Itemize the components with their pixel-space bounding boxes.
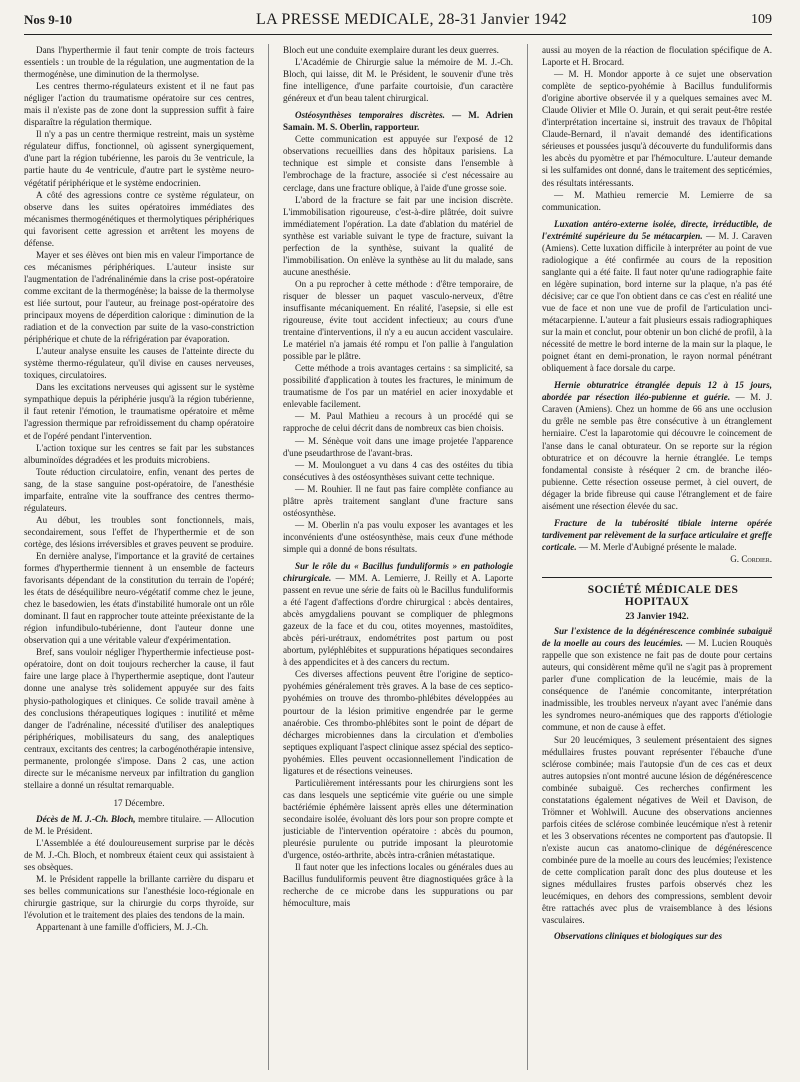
- paragraph: — M. Sénèque voit dans une image projetée l'apparence d'une pseudarthrose de l'avant-bras.: [283, 435, 513, 458]
- column-3: [542, 44, 772, 1070]
- paragraph: Mayer et ses élèves ont bien mis en valeur l'importance de ces mécanismes périphériques. L'auteur insiste sur l'augmentation de l'adrénalinémie dans la crise post-opératoire comme excitant de la thermogénèse; la baisse de la thermolyse est liée surtout, pour l'auteur, au freinage post-opératoire des principaux moyens de déperdition calorique : diminution de la radiation et de la convection par suite de la vaso-constriction périphérique et chute de la réfrigération par évaporation.: [24, 249, 254, 345]
- paragraph: L'action toxique sur les centres se fait par les substances albuminoïdes dégradées et les produits microbiens.: [24, 442, 254, 465]
- section-date: 23 Janvier 1942.: [625, 611, 689, 622]
- issue-number: Nos 9-10: [24, 12, 73, 27]
- paragraph: Dans les excitations nerveuses qui agissent sur le système sympathique depuis la périphérie jusqu'à la région tubérienne, il faut retenir l'émotion, le traumatisme opératoire et même l'agression thermique par refroidissement du champ opératoire et de l'opéré pendant l'intervention.: [24, 382, 254, 441]
- paragraph: Les centres thermo-régulateurs existent et il ne faut pas négliger l'action du traumatisme opératoire sur ces centres, mais il n'existe pas de zone dont la suppression suffit à faire disparaître la régulation thermique.: [24, 81, 254, 128]
- paragraph: Au début, les troubles sont fonctionnels, mais, secondairement, sous l'effet de l'hyperthermie et de son cortège, des lésions irréversibles et graves peuvent se produire.: [24, 514, 254, 549]
- paragraph: On a pu reprocher à cette méthode : d'être temporaire, de risquer de blesser un paquet vasculo-nerveux, d'être insuffisante mécaniquement. En réalité, l'asepsie, si elle est rigoureuse, évite tout accident infectieux; au cours d'une trentaine d'interventions, il n'y a eu aucun accident vasculaire. Le matériel n'a jamais été rompu et l'on pallie à l'angulation possible par le plâtre.: [283, 278, 513, 362]
- paragraph: Toute réduction circulatoire, enfin, venant des pertes de sang, de la stase sanguine post-opératoire, de l'anesthésie imparfaite, entraîne vite la souffrance des centres thermo-régulateurs.: [24, 466, 254, 513]
- paragraph: Dans l'hyperthermie il faut tenir compte de trois facteurs essentiels : un trouble de la régulation, une augmentation de la thermogénèse, une diminution de la thermolyse.: [24, 45, 254, 80]
- column-1: [24, 44, 254, 1070]
- heading-rest: — M. Merle d'Aubigné présente le malade.: [576, 541, 737, 552]
- paragraph: Cette méthode a trois avantages certains : sa simplicité, sa possibilité d'application à toutes les fractures, le minimum de traumatisme de l'os par un matériel en acier inoxydable et enlevable facilement.: [283, 363, 513, 410]
- paragraph: — M. H. Mondor apporte à ce sujet une observation complète de septico-pyohémie à Bacillus funduliformis d'origine abortive observée il y a quelques semaines avec M. Claude Olivier et Mlle O. Jurain, et qui serait peut-être restée d'interprétation incertaine si, instruit des travaux de l'hôpital Claude-Bernard, il n'avait demandé des identifications sérieuses et poussées jusqu'à découverte du funduliformis dans les abcès du pyomètre et par l'hémoculture. L'auteur demande si les sulfamides ont donné, dans le traitement des septicémies, des résultats intéressants.: [542, 69, 772, 188]
- session-date: 17 Décembre.: [113, 797, 165, 808]
- paragraph: L'Assemblée a été douloureusement surprise par le décès de M. J.-Ch. Bloch, et nombreux étaient ceux qui assistaient à ses obsèques.: [24, 838, 254, 873]
- paragraph: L'abord de la fracture se fait par une incision discrète. L'immobilisation rigoureuse, c'est-à-dire plâtrée, doit suivre immédiatement l'opération. La date d'ablation du matériel de synthèse est variable suivant le type de fracture, suivant la perfection de la synthèse, suivant la qualité de l'immobilisation. On enlève la synthèse au lit du malade, sans aucune anesthésie.: [283, 194, 513, 277]
- paragraph: L'Académie de Chirurgie salue la mémoire de M. J.-Ch. Bloch, qui laisse, dit M. le Président, le souvenir d'une très fine intelligence, d'une parfaite courtoisie, d'un caractère généreux et d'un beau talent chirurgical.: [283, 57, 513, 104]
- article-heading: [24, 813, 254, 837]
- paragraph: M. le Président rappelle la brillante carrière du disparu et ses belles communications sur l'anesthésie loco-régionale en chirurgie gastrique, sur la chirurgie du corps thyroïde, sur l'évolution et le traitement des plaies des tendons de la main.: [24, 874, 254, 921]
- paragraph: En dernière analyse, l'importance et la gravité de certaines formes d'hyperthermie tiennent à un ensemble de facteurs favorisants dépendant de la constitution du terrain de l'opéré; les états de déséquilibre neuro-végétatif comme chez le jeune, chez le basedowien, les états d'instabilité humorale ont un rôle dominant. Il faut en rapprocher toute atteinte préexistante de la région infundibulo-tubérienne, dont l'auteur donne une observation qui a une véritable valeur d'expérimentation.: [24, 550, 254, 646]
- page-number: 109: [750, 12, 772, 27]
- heading-text: Sur le rôle du « Bacillus funduliformis » en pathologie chirurgicale.: [283, 560, 513, 584]
- page-header: [24, 6, 772, 35]
- column-divider: [268, 44, 269, 1070]
- article-heading: [542, 930, 772, 942]
- paragraph: Ces diverses affections peuvent être l'origine de septico-pyohémies généralement très graves. A la base de ces septico-pyohémies on trouve des thrombo-phlébites développées au pourtour de la lésion primitive engendrée par le germe anaérobie. Ces thrombo-phlébites sont le point de départ de décharges microbiennes dans la circulation et d'embolies septiques expliquant l'aspect clinique assez spécial des septico-pyohémies. Elles peuvent occasionnellement l'indication de ligatures et de résections veineuses.: [283, 669, 513, 776]
- paragraph: aussi au moyen de la réaction de floculation spécifique de A. Laporte et H. Brocard.: [542, 45, 772, 68]
- article-heading: [283, 560, 513, 668]
- paragraph: Appartenant à une famille d'officiers, M. J.-Ch.: [36, 922, 209, 933]
- article-heading: [283, 109, 513, 133]
- text-columns: [24, 44, 772, 1070]
- paragraph: Cette communication est appuyée sur l'exposé de 12 observations recueillies dans des hôpitaux parisiens. La technique est simple et consiste dans l'ensemble à l'embrochage de la fracture, associée si c'est nécessaire au cerclage, dans une fracture oblique, à l'aide d'une grosse soie.: [283, 134, 513, 193]
- article-heading: [542, 517, 772, 553]
- heading-rest: — M. J. Caraven (Amiens). Cette luxation difficile à interpréter au point de vue radiologique a été confirmée au cours de la reposition sanglante qui a été faite. Il faut noter qu'une radiographie faite en légère supination, bord interne sur la plaque, n'a pas été décisive; car ce que l'on obtient dans ce cas c'est en réalité une vue de face et non une vue de profil de l'articulation unci-métacarpienne. L'auteur a fait plusieurs essais radiographiques sur la main et conclut, pour obtenir un bon cliché de profil, à la nécessité de mettre le bord interne de la main sur la plaque, le poignet étant en demi-pronation, le rayon normal pénétrant obliquement à face dorsale du carpe.: [542, 230, 772, 374]
- article-heading: [542, 379, 772, 512]
- paragraph: Bref, sans vouloir négliger l'hyperthermie infectieuse post-opératoire, dont on doit toujours rechercher la cause, il faut faire une large place à l'hyperthermie aseptique, dont l'auteur donne une analyse très solidement appuyée sur des faits physio-pathologiques et cliniques. Ce solide travail amène à des conclusions thérapeutiques logiques : inutilité et même danger de l'adrénaline, nécessité d'utiliser des analeptiques périphériques, mobilisateurs du sang, des analeptiques centraux, excitants des centres; la carbogénothérapie intensive, permanente, prolongée s'impose. Dans 2 cas, une action directe sur le mécanisme nerveux par infiltration du ganglion stellaire a donné un résultat remarquable.: [24, 647, 254, 790]
- heading-rest: — M. Lucien Rouquès rappelle que son existence ne fait pas de doute pour certains auteurs, qui considèrent même qu'il ne s'agit pas à proprement parler d'une complication de la leucémie, mais de la conséquence de l'anémie concomitante, interprétation inadmissible, les troubles nerveux n'ayant avec l'anémie dans les syndromes neuro-anémiques que des rapports d'étiologie commune, et non de cause à effet.: [542, 638, 772, 733]
- heading-rest: membre titulaire. — Allocution de M. le Président.: [24, 813, 254, 836]
- paragraph: Sur 20 leucémiques, 3 seulement présentaient des signes médullaires frustes pouvant représenter l'ébauche d'une sclérose combinée; mais l'autopsie d'un de ces cas et deux autres autopsies n'ont montré aucune lésion de dégénérescence combinée subaiguë. Ces recherches confirment les constatations également négatives de Weil et Davison, de Trömner et Wohlwill. Aucune des observations anciennes parfois citées de sclérose combinée leucémique n'est à retenir et les 3 observations récentes ne comportent pas d'autopsie. Il n'existe aucun cas anatomo-clinique de dégénérescence combinée pure de la moelle au cours des leucémies; l'existence de cette complication paraît donc des plus douteuse et les signes médullaires frustes parfois observés chez les leucémiques, en dehors des compressions, semblent devoir être rattachés avec plus de vraisemblance à des lésions vasculaires.: [542, 734, 772, 926]
- journal-title: LA PRESSE MEDICALE, 28-31 Janvier 1942: [256, 11, 567, 28]
- paragraph: L'auteur analyse ensuite les causes de l'atteinte directe du système thermo-régulateur, qu'il divise en causes nerveuses, toxiques, circulatoires.: [24, 346, 254, 381]
- heading-rest: — M. J. Caraven (Amiens). Chez un homme de 66 ans une occlusion du grêle ne semble pas être consécutive à un étranglement herniaire. C'est la laparotomie qui découvre le coincement de l'anse dans le canal obturateur. On se reporte sur la région obturatrice et on découvre la hernie étranglée. Le temps fondamental consiste à réséquer 2 cm. de branche iléo-pubienne. Cette résection osseuse permet, à ciel ouvert, de dégager la bride fibreuse qui cause l'étranglement et de faire aisément une résection élevée du sac.: [542, 392, 772, 511]
- column-divider: [527, 44, 528, 1070]
- paragraph: Il n'y a pas un centre thermique restreint, mais un système régulateur diffus, fonctionnel, où agissent synergiquement, d'une part la région tubérienne, les parois du 3e ventricule, la partie haute du 4e ventricule, d'autre part le système neuro-végétatif périphérique et le système endocrinien.: [24, 129, 254, 188]
- heading-text: Observations cliniques et biologiques sur des: [554, 931, 722, 942]
- heading-text: Luxation antéro-externe isolée, directe, irréductible, de l'extrémité supérieure du 5e métacarpien.: [542, 218, 772, 241]
- paragraph: — M. Paul Mathieu a recours à un procédé qui se rapproche de celui décrit dans de nombreux cas bien choisis.: [283, 411, 513, 434]
- paragraph: — M. Rouhier. Il ne faut pas faire complète confiance au plâtre après traitement sanglant d'une fracture sans ostéosynthèse.: [283, 483, 513, 518]
- heading-rest: — M. Adrien Samain. M. S. Oberlin, rapporteur.: [283, 110, 513, 133]
- heading-text: Sur l'existence de la dégénérescence combinée subaiguë de la moelle au cours des leucémies.: [542, 626, 772, 649]
- paragraph: Il faut noter que les infections locales ou générales dues au Bacillus funduliformis peuvent être diagnostiquées grâce à la recherche de ce microbe dans les suppurations ou par hémoculture, mais: [283, 862, 513, 909]
- heading-text: Hernie obturatrice étranglée depuis 12 à 15 jours, abordée par résection iléo-pubienne et guérie.: [542, 380, 772, 403]
- paragraph: Bloch eut une conduite exemplaire durant les deux guerres.: [283, 45, 499, 55]
- heading-text: Décès de M. J.-Ch. Bloch,: [36, 813, 136, 824]
- paragraph: Particulièrement intéressants pour les chirurgiens sont les cas dans lesquels une septicémie vite guérie ou une simple bactériémie éphémère laissent après elles une détermination secondaire isolée, évoluant dès lors pour son propre compte et justiciable de l'intervention opératoire : abcès du poumon, pleurésie purulente ou putride imposant la pleurotomie d'urgence, ostéo-arthrite, abcès intra-crânien métastatique.: [283, 777, 513, 861]
- section-rule: [542, 577, 772, 578]
- heading-text: Fracture de la tubérosité tibiale interne opérée tardivement par relèvement de la surface articulaire et greffe corticale.: [542, 517, 772, 552]
- author-signature: G. Cordier.: [730, 553, 772, 564]
- paragraph: — M. Oberlin n'a pas voulu exposer les avantages et les inconvénients d'une ostéosynthèse, mais ceux d'une méthode simple qui a donné de bons résultats.: [283, 519, 513, 554]
- article-heading: [542, 218, 772, 375]
- column-2: [283, 44, 513, 1070]
- article-heading: [542, 625, 772, 733]
- section-title: SOCIÉTÉ MÉDICALE DES HOPITAUX: [587, 583, 739, 609]
- heading-text: Ostéosynthèses temporaires discrètes.: [295, 110, 445, 121]
- heading-rest: — MM. A. Lemierre, J. Reilly et A. Laporte passent en revue une série de faits où le Bacillus funduliformis a été l'agent d'affections d'ordre chirurgical : abcès dentaires, abcès amygdaliens pouvant se compliquer de phlegmons gazeux de la face et du cou, otites moyennes, mastoïdites, abcès péri-urétraux, endométrites post partum ou post abortum, pyléphlébites et suppurations hépatiques secondaires à des appendicites et à des cancers du rectum.: [283, 573, 513, 668]
- paragraph: A côté des agressions contre ce système régulateur, on observe dans les suites opératoires immédiates des mécanismes thermogénétiques et thermolytiques périphériques qui favorisent cette agression et arrêtent les moyens de défense.: [24, 189, 254, 248]
- paragraph: — M. Mathieu remercie M. Lemierre de sa communication.: [542, 189, 772, 212]
- paragraph: — M. Moulonguet a vu dans 4 cas des ostéites du tibia consécutives à des ostéosynthèses suivant cette technique.: [283, 459, 513, 482]
